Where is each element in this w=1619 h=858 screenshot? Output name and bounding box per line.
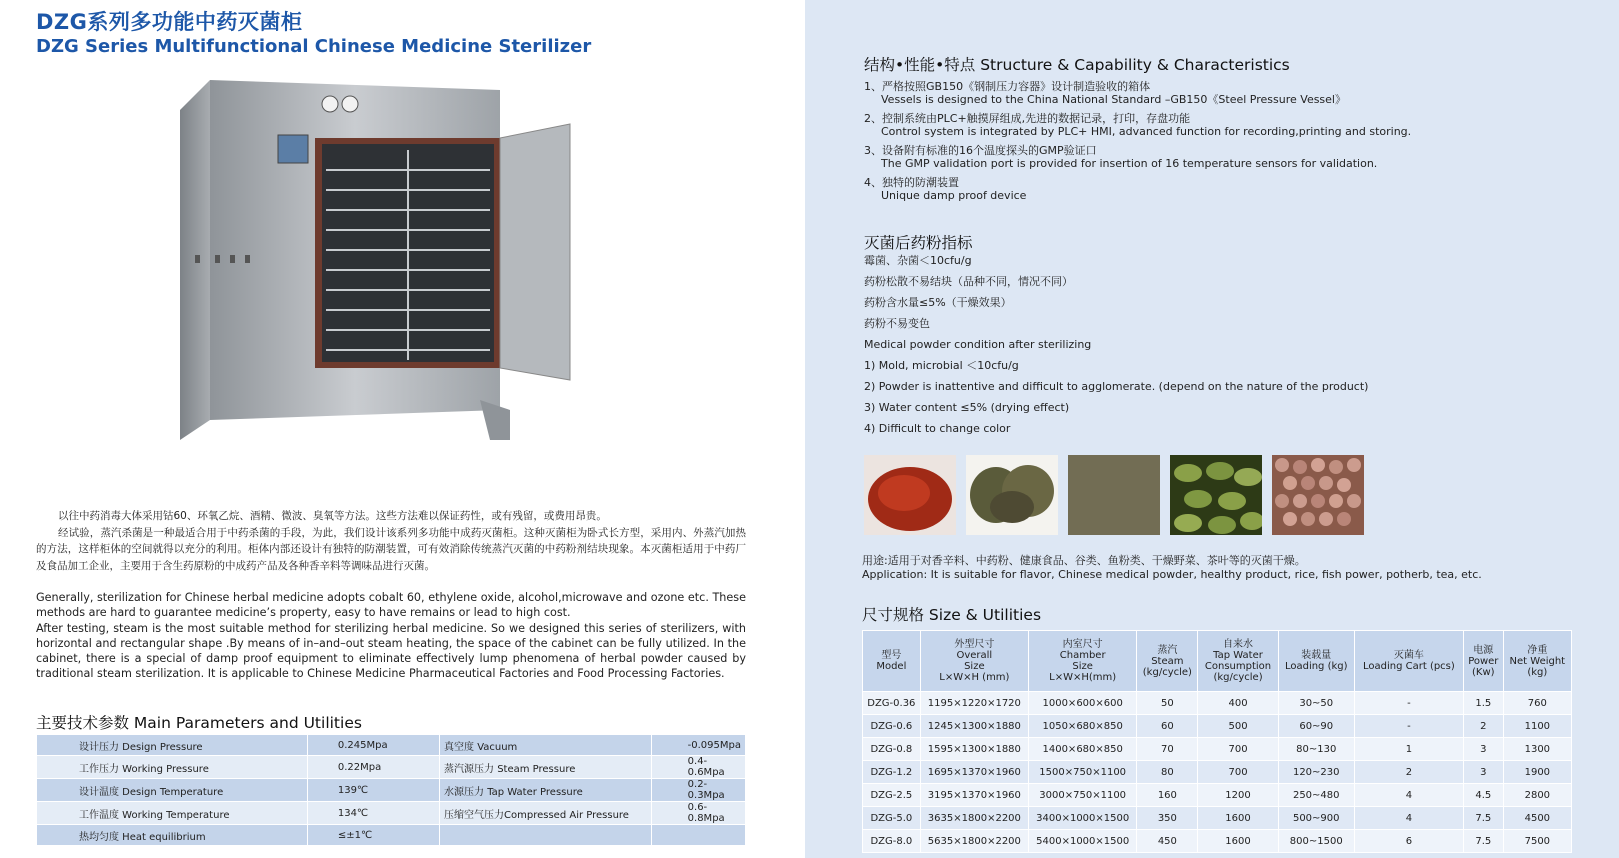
table-row xyxy=(37,735,746,756)
usage-text xyxy=(862,554,1482,582)
table-cell: 400 xyxy=(1198,692,1278,715)
param-name: 工作温度 Working Temperature xyxy=(37,802,308,825)
column-header-line: Power xyxy=(1468,655,1499,667)
column-header-line: Model xyxy=(876,661,907,672)
column-header-line: (kg) xyxy=(1527,666,1548,678)
table-cell: 5400×1000×1500 xyxy=(1029,830,1137,853)
structure-item-en: Control system is integrated by PLC+ HMI, advanced function for recording,printing and storing. xyxy=(881,125,1412,138)
table-cell: 7.5 xyxy=(1463,807,1503,830)
table-cell: 700 xyxy=(1198,738,1278,761)
column-header-line: (kg/cycle) xyxy=(1213,672,1263,683)
table-cell: 250~480 xyxy=(1278,784,1354,807)
table-cell: 4 xyxy=(1354,807,1463,830)
table-cell: 1500×750×1100 xyxy=(1029,761,1137,784)
table-cell: 7500 xyxy=(1503,830,1571,853)
column-header-line: Chamber xyxy=(1059,650,1106,661)
table-cell: 5635×1800×2200 xyxy=(920,830,1028,853)
table-cell: 7.5 xyxy=(1463,830,1503,853)
param-name: 水源压力 Tap Water Pressure xyxy=(440,779,652,802)
size-table xyxy=(862,630,1572,853)
table-cell: 1.5 xyxy=(1463,692,1503,715)
param-value: 0.22Mpa xyxy=(307,756,439,779)
param-name: 压缩空气压力Compressed Air Pressure xyxy=(440,802,652,825)
column-header-line: Size xyxy=(964,661,985,672)
column-header-line: Net Weight xyxy=(1509,655,1566,667)
column-header-line: 电源 xyxy=(1473,644,1494,656)
column-header-line: L×W×H(mm) xyxy=(1049,672,1117,683)
table-cell: DZG-0.6 xyxy=(863,715,921,738)
intro-cn-paragraph: 经试验，蒸汽杀菌是一种最适合用于中药杀菌的手段，为此，我们设计该系列多功能中成药灭菌柜。这种灭菌柜为卧式长方型，采用内、外蒸汽加热的方法，这样柜体的空间就得以充分的利用。柜体内部还设计有独特的防潮装置，可有效消除传统蒸汽灭菌的中药粉剂结块现象。本灭菌柜适用于中药厂及食品加工企业，主要用于含生药原粉的中成药产品及各种香辛料等调味品进行灭菌。 xyxy=(36,526,746,572)
param-value xyxy=(651,825,745,846)
usage-cn: 用途:适用于对香辛料、中药粉、健康食品、谷类、鱼粉类、干燥野菜、茶叶等的灭菌干燥。 xyxy=(862,554,1306,567)
column-header xyxy=(1278,631,1354,692)
table-cell: 1300 xyxy=(1503,738,1571,761)
table-cell: DZG-5.0 xyxy=(863,807,921,830)
column-header xyxy=(1354,631,1463,692)
column-header-line: Steam xyxy=(1151,655,1184,667)
table-cell: 1100 xyxy=(1503,715,1571,738)
structure-item-cn: 1、严格按照GB150《钢制压力容器》设计制造验收的箱体 xyxy=(864,80,1151,93)
table-row xyxy=(37,802,746,825)
powder-line: 1) Mold, microbial ＜10cfu/g xyxy=(864,359,1019,372)
structure-list xyxy=(864,80,1564,208)
column-header-line: Overall xyxy=(956,650,993,661)
table-cell: 1900 xyxy=(1503,761,1571,784)
structure-item-cn: 2、控制系统由PLC+触摸屏组成,先进的数据记录，打印，存盘功能 xyxy=(864,112,1191,125)
dried-herb-photo xyxy=(966,455,1058,535)
structure-item-en: The GMP validation port is provided for insertion of 16 temperature sensors for validation. xyxy=(881,157,1378,170)
table-cell: 1695×1370×1960 xyxy=(920,761,1028,784)
params-title: 主要技术参数 Main Parameters and Utilities xyxy=(36,714,362,732)
column-header-line: 蒸汽 xyxy=(1157,644,1178,656)
page-title-en: DZG Series Multifunctional Chinese Medicine Sterilizer xyxy=(36,36,592,57)
column-header-line: 灭菌车 xyxy=(1393,650,1424,661)
intro-cn-paragraph: 以往中药消毒大体采用钴60、环氧乙烷、酒精、微波、臭氧等方法。这些方法难以保证药性，或有残留，或费用昂贵。 xyxy=(58,510,607,522)
table-cell: 3 xyxy=(1463,738,1503,761)
powder-line: 2) Powder is inattentive and difficult to agglomerate. (depend on the nature of the product) xyxy=(864,380,1369,393)
column-header-line: 型号 xyxy=(881,650,902,661)
red-powder-photo xyxy=(864,455,956,535)
intro-english xyxy=(36,590,746,682)
column-header-line: Size xyxy=(1072,661,1093,672)
left-page xyxy=(0,0,805,858)
table-cell: 4 xyxy=(1354,784,1463,807)
table-cell: 6 xyxy=(1354,830,1463,853)
column-header xyxy=(920,631,1028,692)
table-row xyxy=(37,825,746,846)
structure-item-cn: 3、设备附有标准的16个温度探头的GMP验证口 xyxy=(864,144,1097,157)
column-header-line: 内室尺寸 xyxy=(1062,639,1103,650)
table-cell: 2 xyxy=(1463,715,1503,738)
column-header xyxy=(1463,631,1503,692)
column-header xyxy=(1198,631,1278,692)
table-cell: 1200 xyxy=(1198,784,1278,807)
table-cell: 60 xyxy=(1137,715,1198,738)
table-row xyxy=(37,756,746,779)
table-cell: 500 xyxy=(1198,715,1278,738)
seeds-photo xyxy=(1272,455,1364,535)
param-name: 蒸汽源压力 Steam Pressure xyxy=(440,756,652,779)
column-header xyxy=(1029,631,1137,692)
table-cell: 350 xyxy=(1137,807,1198,830)
param-name: 热均匀度 Heat equilibrium xyxy=(37,825,308,846)
column-header-line: Tap Water xyxy=(1213,650,1263,661)
powder-line: 3) Water content ≤5% (drying effect) xyxy=(864,401,1070,414)
param-name: 设计压力 Design Pressure xyxy=(37,735,308,756)
table-cell: 450 xyxy=(1137,830,1198,853)
column-header-line: (Kw) xyxy=(1472,666,1495,678)
table-cell: 2800 xyxy=(1503,784,1571,807)
powder-line: Medical powder condition after sterilizing xyxy=(864,338,1092,351)
sterilizer-machine-photo xyxy=(180,80,600,480)
table-cell: 80 xyxy=(1137,761,1198,784)
table-cell: 1400×680×850 xyxy=(1029,738,1137,761)
column-header-line: Loading (kg) xyxy=(1284,661,1348,672)
powder-line: 药粉松散不易结块（品种不同，情况不同） xyxy=(864,275,1073,288)
structure-item-en: Vessels is designed to the China National Standard –GB150《Steel Pressure Vessel》 xyxy=(881,93,1346,106)
table-cell: DZG-0.36 xyxy=(863,692,921,715)
column-header-line: 净重 xyxy=(1527,644,1548,656)
table-cell: 1050×680×850 xyxy=(1029,715,1137,738)
table-cell: 3400×1000×1500 xyxy=(1029,807,1137,830)
table-cell: 760 xyxy=(1503,692,1571,715)
param-value: 0.245Mpa xyxy=(307,735,439,756)
page-title-cn: DZG系列多功能中药灭菌柜 xyxy=(36,10,303,34)
table-row xyxy=(37,779,746,802)
usage-en: Application: It is suitable for flavor, Chinese medical powder, healthy product, rice, fish power, potherb, tea, etc. xyxy=(862,568,1482,581)
table-cell: 1000×600×600 xyxy=(1029,692,1137,715)
size-table-title: 尺寸规格 Size & Utilities xyxy=(862,606,1042,624)
column-header-line: Loading Cart (pcs) xyxy=(1362,661,1455,672)
param-value: 134℃ xyxy=(307,802,439,825)
table-row xyxy=(863,784,1572,807)
intro-en-paragraph: After testing, steam is the most suitable method for sterilizing herbal medicine. So we designed this series of sterilizers, with horizontal and rectangular shape .By means of in–and–out steam heating, the space of the cabinet can be fully utilized. In the cabinet, there is a special of damp proof equipment to eliminate effectively lump phenomena of herbal powder caused by traditional steam sterilization. It is applicable to Chinese Medicine Pharmaceutical Factories and Food Processing Factories. xyxy=(36,621,746,681)
column-header xyxy=(1137,631,1198,692)
table-cell: 1600 xyxy=(1198,830,1278,853)
table-cell: 80~130 xyxy=(1278,738,1354,761)
column-header-line: Consumption xyxy=(1204,661,1272,672)
list-item xyxy=(864,144,1564,170)
table-cell: 1195×1220×1720 xyxy=(920,692,1028,715)
list-item xyxy=(864,112,1564,138)
tea-powder-photo xyxy=(1068,455,1160,535)
param-value: 0.6-0.8Mpa xyxy=(651,802,745,825)
table-row xyxy=(863,807,1572,830)
structure-item-cn: 4、独特的防潮装置 xyxy=(864,176,959,189)
table-cell: 30~50 xyxy=(1278,692,1354,715)
param-name: 真空度 Vacuum xyxy=(440,735,652,756)
table-cell: 4.5 xyxy=(1463,784,1503,807)
column-header-line: 外型尺寸 xyxy=(954,639,995,650)
table-cell: 3000×750×1100 xyxy=(1029,784,1137,807)
table-cell: 160 xyxy=(1137,784,1198,807)
param-value: 0.2-0.3Mpa xyxy=(651,779,745,802)
table-cell: 700 xyxy=(1198,761,1278,784)
table-cell: 800~1500 xyxy=(1278,830,1354,853)
powder-line: 药粉不易变色 xyxy=(864,317,930,330)
table-cell: 120~230 xyxy=(1278,761,1354,784)
table-cell: 60~90 xyxy=(1278,715,1354,738)
table-cell: 1245×1300×1880 xyxy=(920,715,1028,738)
table-cell: 1595×1300×1880 xyxy=(920,738,1028,761)
powder-line: 药粉含水量≤5%（干燥效果） xyxy=(864,296,1012,309)
list-item xyxy=(864,176,1564,202)
table-cell: 4500 xyxy=(1503,807,1571,830)
table-cell: 1600 xyxy=(1198,807,1278,830)
table-row xyxy=(863,715,1572,738)
column-header xyxy=(863,631,921,692)
table-cell: 70 xyxy=(1137,738,1198,761)
powder-line: 霉菌、杂菌＜10cfu/g xyxy=(864,254,972,267)
table-cell: 3195×1370×1960 xyxy=(920,784,1028,807)
table-row xyxy=(863,692,1572,715)
column-header xyxy=(1503,631,1571,692)
param-value: ≤±1℃ xyxy=(307,825,439,846)
column-header-line: 装载量 xyxy=(1301,650,1332,661)
table-cell: DZG-8.0 xyxy=(863,830,921,853)
table-cell: - xyxy=(1354,692,1463,715)
table-cell: 3635×1800×2200 xyxy=(920,807,1028,830)
column-header-line: 自来水 xyxy=(1223,639,1254,650)
column-header-line: (kg/cycle) xyxy=(1142,666,1192,678)
param-value: 0.4-0.6Mpa xyxy=(651,756,745,779)
params-table xyxy=(36,734,746,846)
table-cell: 3 xyxy=(1463,761,1503,784)
table-cell: 50 xyxy=(1137,692,1198,715)
param-value: 139℃ xyxy=(307,779,439,802)
table-cell: 500~900 xyxy=(1278,807,1354,830)
intro-en-paragraph: Generally, sterilization for Chinese herbal medicine adopts cobalt 60, ethylene oxide, alcohol,microwave and ozone etc. These methods are hard to guarantee medicine’s property, easy to have remains or lead to high cost. xyxy=(36,591,746,620)
column-header-line: L×W×H (mm) xyxy=(939,672,1010,683)
green-pods-photo xyxy=(1170,455,1262,535)
structure-item-en: Unique damp proof device xyxy=(881,189,1027,202)
param-name: 工作压力 Working Pressure xyxy=(37,756,308,779)
table-row xyxy=(863,738,1572,761)
param-name: 设计温度 Design Temperature xyxy=(37,779,308,802)
table-cell: 2 xyxy=(1354,761,1463,784)
table-cell: - xyxy=(1354,715,1463,738)
powder-list xyxy=(864,254,1368,443)
param-value: -0.095Mpa xyxy=(651,735,745,756)
table-row xyxy=(863,761,1572,784)
table-cell: DZG-0.8 xyxy=(863,738,921,761)
powder-line: 4) Difficult to change color xyxy=(864,422,1011,435)
table-row xyxy=(863,830,1572,853)
intro-chinese xyxy=(36,508,746,574)
table-cell: DZG-2.5 xyxy=(863,784,921,807)
param-name xyxy=(440,825,652,846)
table-cell: 1 xyxy=(1354,738,1463,761)
list-item xyxy=(864,80,1564,106)
table-cell: DZG-1.2 xyxy=(863,761,921,784)
powder-title: 灭菌后药粉指标 xyxy=(864,234,973,252)
structure-title: 结构•性能•特点 Structure & Capability & Characteristics xyxy=(864,56,1290,74)
